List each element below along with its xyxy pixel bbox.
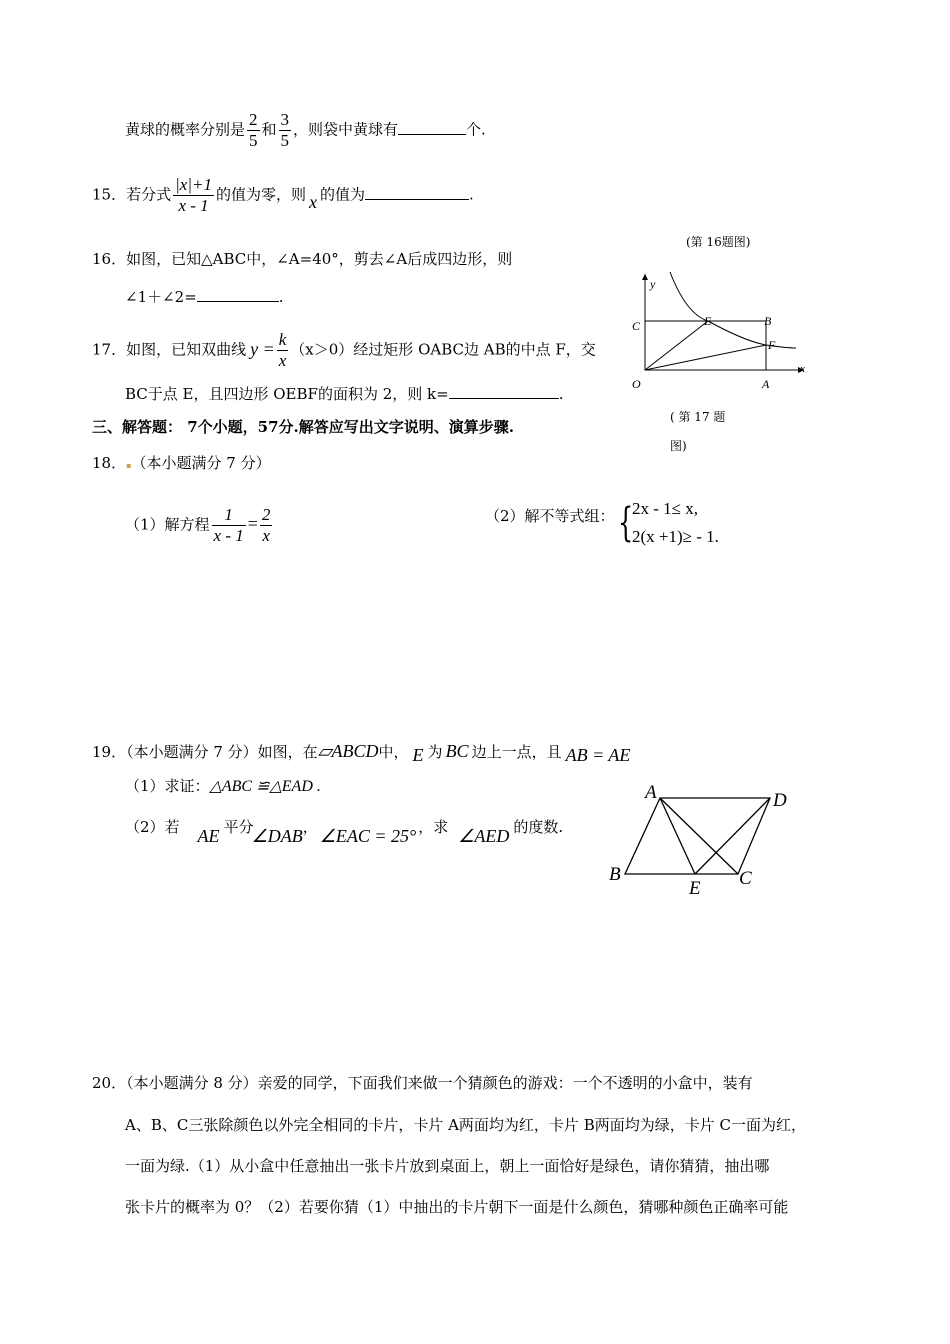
q19-p2-text-c: ， [302, 818, 318, 836]
label-D: D [773, 790, 787, 811]
q17-line2 [125, 382, 563, 405]
figure17-caption-2: 图) [670, 439, 687, 453]
q18-p1-eq: = [247, 513, 258, 534]
q16-line2 [125, 285, 284, 308]
figure17-graph [620, 268, 810, 396]
q19-p2-text-a: （2）若 [125, 818, 180, 836]
q19-p2-text-b: 平分 [223, 818, 254, 836]
label-C: C [739, 868, 752, 889]
q17-line1 [92, 330, 596, 371]
figure16-caption: (第 16题图) [686, 235, 751, 249]
q18-p1-frac1 [212, 505, 246, 546]
q17-answer-blank[interactable] [449, 382, 559, 399]
label-A: A [645, 782, 657, 803]
q19-point-E: E [412, 745, 424, 765]
q19-text-a: （本小题满分 7 分）如图，在 [126, 743, 318, 761]
q18-part1 [125, 505, 274, 546]
q17-text-a: 如图，已知双曲线 [126, 340, 247, 359]
q20-line3: 一面为绿.（1）从小盒中任意抽出一张卡片放到桌面上，朝上一面恰好是绿色，请你猜猜，抽出哪 [125, 1157, 770, 1175]
q18-header [92, 452, 271, 477]
label-O: O [632, 377, 641, 391]
q19-text-c: 为 [427, 743, 443, 761]
rectangle-OABC [645, 321, 766, 370]
q20-line2: A、B、C三张除颜色以外完全相同的卡片，卡片 A两面均为红，卡片 B两面均为绿，卡片 C一面为红， [125, 1116, 806, 1134]
q17-end: . [558, 385, 564, 403]
q15-frac [173, 175, 214, 216]
q19-part1 [125, 775, 321, 798]
q15-line [92, 175, 474, 216]
figure19-parallelogram [605, 780, 805, 900]
label-E: E [689, 878, 701, 899]
q18-marker: ▪ [126, 461, 132, 470]
q20-line1: 20．（本小题满分 8 分）亲爱的同学，下面我们来做一个猜颜色的游戏：一个不透明的小盒中，装有 [92, 1074, 753, 1092]
q19-p2-angle-DAB: ∠DAB [251, 826, 303, 846]
q15-text-b: 的值为零，则 [215, 185, 306, 204]
q14-frac1-den: 5 [249, 131, 258, 150]
hyperbola [670, 272, 796, 348]
q18-p1-frac2 [260, 505, 273, 546]
figure17-caption-1: ( 第 17 题 [670, 410, 726, 424]
q14-text-c: 个. [466, 120, 486, 139]
q18-p2-row2: 2(x +1)≥ - 1. [632, 527, 719, 546]
q19-p2-angle-EAC: ∠EAC = 25° [319, 826, 417, 846]
q16-line1 [92, 248, 512, 270]
q19-parallelogram: ▱ABCD [317, 741, 379, 761]
q19-part2 [125, 815, 564, 846]
label-x: x [800, 363, 805, 375]
q15-answer-blank[interactable] [365, 183, 469, 200]
q15-text-a: 若分式 [126, 185, 172, 204]
q18-p2-row1: 2x - 1≤ x, [632, 499, 698, 518]
q19-p1-label: （1）求证： [125, 777, 210, 795]
q14-and: 和 [261, 120, 277, 139]
q15-end: . [469, 185, 474, 204]
q16-answer-blank[interactable] [197, 285, 279, 302]
q18-p1-frac1-num: 1 [212, 505, 246, 526]
q14-answer-blank[interactable] [398, 118, 466, 135]
q14-frac2 [279, 110, 292, 151]
q19-p2-AE: AE [197, 826, 220, 846]
q15-frac-den: x - 1 [178, 196, 209, 215]
q19-p2-text-e: 的度数. [513, 818, 564, 836]
q14-frac2-num: 3 [280, 110, 290, 129]
q14-frac1 [247, 110, 260, 151]
q15-var: x [309, 191, 317, 212]
q15-text-c: 的值为 [320, 185, 366, 204]
label-A: A [762, 377, 770, 391]
q19-p1-math: △ABC ≌△EAD . [209, 778, 321, 795]
q19-p2-angle-AED: ∠AED [458, 826, 510, 846]
label-B: B [764, 314, 772, 328]
q18-p1-frac2-den: x [262, 526, 270, 545]
segment-AC [660, 798, 738, 874]
q16-number: 16． [92, 250, 127, 268]
q14-frac2-den: 5 [280, 131, 290, 150]
q14-text-b: ，则袋中黄球有 [293, 120, 399, 139]
q19-side-BC: BC [445, 741, 469, 761]
q18-p1-frac1-den: x - 1 [213, 526, 244, 545]
q19-text-b: 中， [378, 743, 409, 761]
parallelogram-ABCD [625, 798, 770, 874]
q17-frac-den: x [278, 351, 287, 370]
q19-p2-text-d: ，求 [418, 818, 449, 836]
segment-ED [695, 798, 770, 874]
q18-number: 18． [92, 454, 127, 472]
q15-frac-num: |x|+1 [175, 175, 212, 194]
q16-text-2: ∠1＋∠2= [125, 288, 197, 306]
segment-OE [645, 321, 708, 370]
label-y: y [650, 277, 656, 291]
q19-text-d: 边上一点，且 [471, 743, 562, 761]
q18-p1-frac2-num: 2 [261, 505, 271, 524]
q19-condition: AB = AE [565, 745, 631, 765]
q17-eq-lhs: y = [250, 338, 275, 359]
q15-number: 15． [92, 185, 127, 204]
q17-text-b: （x＞0）经过矩形 OABC边 AB的中点 F，交 [290, 340, 596, 359]
segment-OF [645, 345, 766, 370]
label-C: C [632, 319, 641, 333]
section3-heading: 三、解答题： 7个小题，57分.解答应写出文字说明、演算步骤. [92, 418, 514, 436]
q18-p1-label: （1）解方程 [125, 515, 210, 534]
q19-line1 [92, 740, 630, 763]
q18-part2-label: （2）解不等式组： [485, 507, 615, 525]
q19-number: 19． [92, 743, 127, 761]
label-E: E [704, 314, 712, 328]
q18-head: （本小题满分 7 分） [131, 454, 271, 472]
q20-line4: 张卡片的概率为 0？（2）若要你猜（1）中抽出的卡片朝下一面是什么颜色，猜哪种颜色正确率可能 [125, 1198, 789, 1216]
segment-AE [660, 798, 695, 874]
q17-frac [277, 330, 289, 371]
q14-line [125, 110, 486, 151]
label-B: B [609, 864, 621, 885]
y-axis-arrow [642, 274, 648, 280]
q14-text-a: 黄球的概率分别是 [125, 120, 246, 139]
q14-frac1-num: 2 [249, 110, 258, 129]
q17-number: 17． [92, 340, 127, 359]
q17-text-2: BC于点 E，且四边形 OEBF的面积为 2，则 k= [125, 385, 449, 403]
q16-text: 如图，已知△ABC中，∠A=40°，剪去∠A后成四边形，则 [126, 250, 513, 268]
label-F: F [768, 338, 776, 352]
q17-frac-num: k [278, 330, 287, 349]
q16-end: . [278, 288, 284, 306]
q18-p2-brace: { [618, 500, 634, 546]
